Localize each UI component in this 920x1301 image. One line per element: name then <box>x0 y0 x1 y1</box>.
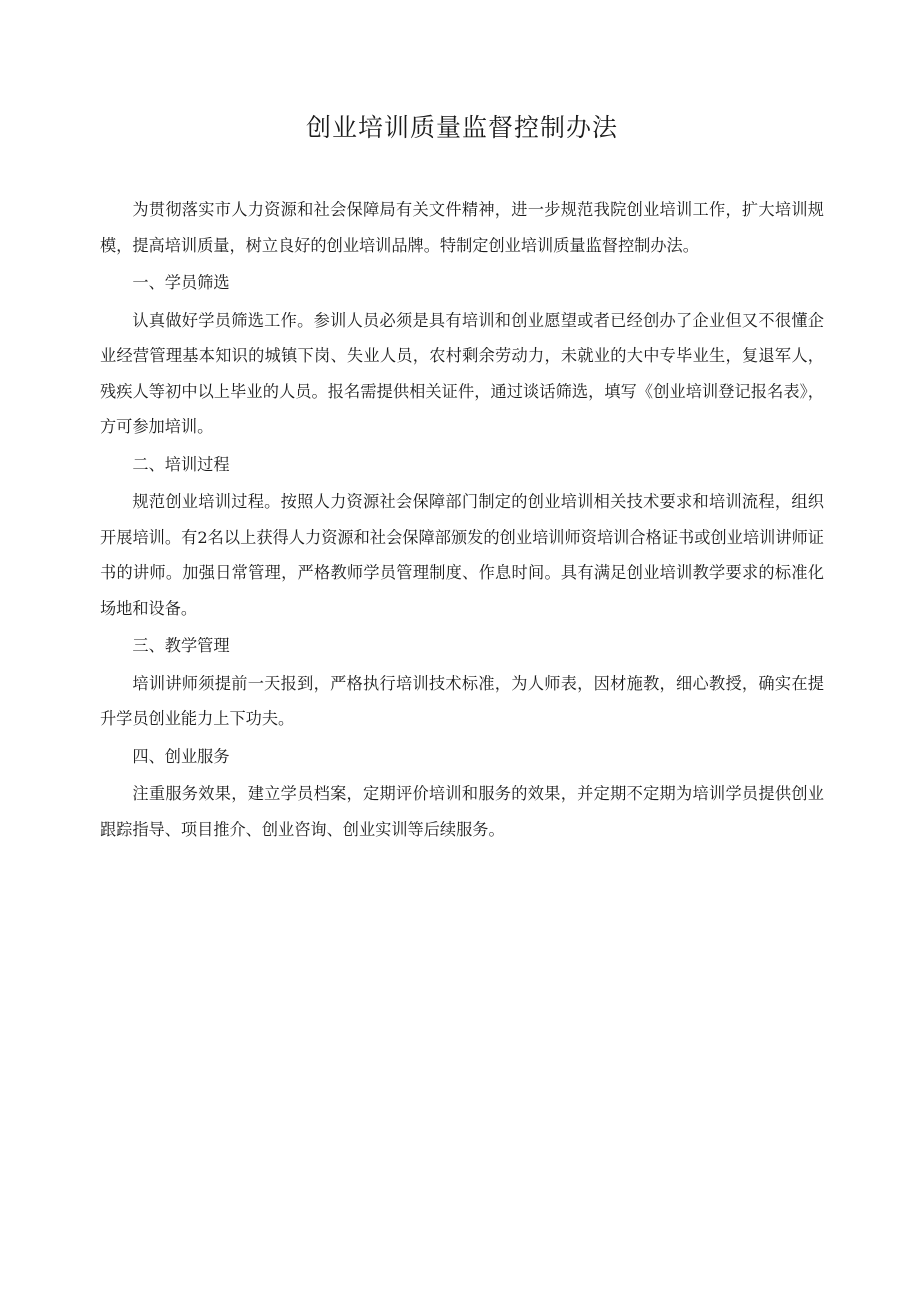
intro-paragraph: 为贯彻落实市人力资源和社会保障局有关文件精神，进一步规范我院创业培训工作，扩大培训规模，提高培训质量，树立良好的创业培训品牌。特制定创业培训质量监督控制办法。 <box>100 200 824 255</box>
section-heading-2: 二、培训过程 <box>132 454 230 474</box>
section-body-3: 培训讲师须提前一天报到，严格执行培训技术标准，为人师表，因材施教，细心教授，确实在提升学员创业能力上下功夫。 <box>100 673 824 728</box>
section-heading-3: 三、教学管理 <box>132 636 230 655</box>
section-heading-4: 四、创业服务 <box>132 746 230 766</box>
section-body-1: 认真做好学员筛选工作。参训人员必须是具有培训和创业愿望或者已经创办了企业但又不很懂企业经营管理基本知识的城镇下岗、失业人员，农村剩余劳动力，未就业的大中专毕业生，复退军人，残疾人等初中以上毕业的人员。报名需提供相关证件，通过谈话筛选，填写《创业培训登记报名表》，方可参加培训。 <box>100 310 824 436</box>
section-body-4: 注重服务效果，建立学员档案，定期评价培训和服务的效果，并定期不定期为培训学员提供创业跟踪指导、项目推介、创业咨询、创业实训等后续服务。 <box>100 784 824 839</box>
document-title: 创业培训质量监督控制办法 <box>305 113 618 142</box>
section-heading-1: 一、学员筛选 <box>132 273 230 292</box>
section-body-2: 规范创业培训过程。按照人力资源社会保障部门制定的创业培训相关技术要求和培训流程，组织开展培训。有2名以上获得人力资源和社会保障部颁发的创业培训师资培训合格证书或创业培训讲师证书的讲师。加强日常管理，严格教师学员管理制度、作息时间。具有满足创业培训教学要求的标准化场地和设备。 <box>100 492 824 618</box>
